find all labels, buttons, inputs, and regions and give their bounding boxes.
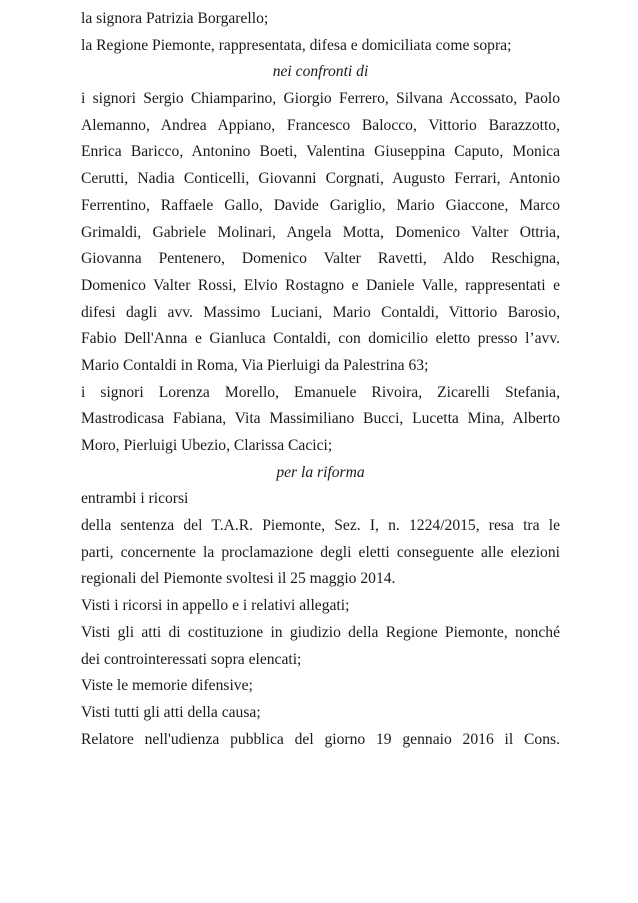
text-line: Moro, Pierluigi Ubezio, Clarissa Cacici; [81,437,333,454]
text-line: la signora Patrizia Borgarello; [81,10,269,27]
text-line: dei controinteressati sopra elencati; [81,650,302,668]
text-line: Domenico Valter Rossi, Elvio Rostagno e Daniele Valle, rappresentati e [81,276,560,294]
text-line: la Regione Piemonte, rappresentata, difesa e domiciliata come sopra; [81,36,512,54]
text-line: Fabio Dell'Anna e Gianluca Contaldi, con domicilio eletto presso l’avv. [81,330,560,348]
text-line: Mastrodicasa Fabiana, Vita Massimiliano Bucci, Lucetta Mina, Alberto [81,410,560,428]
text-line: Ferrentino, Raffaele Gallo, Davide Gariglio, Mario Giaccone, Marco [81,196,560,214]
text-line: i signori Sergio Chiamparino, Giorgio Ferrero, Silvana Accossato, Paolo [81,90,560,108]
text-line: Visti gli atti di costituzione in giudizio della Regione Piemonte, nonché [81,623,560,641]
text-line: Relatore nell'udienza pubblica del giorno 19 gennaio 2016 il Cons. [81,730,560,748]
text-line: i signori Lorenza Morello, Emanuele Rivoira, Zicarelli Stefania, [81,383,560,401]
text-line: Grimaldi, Gabriele Molinari, Angela Motta, Domenico Valter Ottria, [81,223,560,241]
text-line: Alemanno, Andrea Appiano, Francesco Balocco, Vittorio Barazzotto, [81,116,560,134]
text-line: Visti i ricorsi in appello e i relativi allegati; [81,597,350,615]
section-heading: nei confronti di [272,63,369,81]
text-line: Enrica Baricco, Antonino Boeti, Valentina Giuseppina Caputo, Monica [81,143,560,161]
document-page [81,6,560,753]
text-line: difesi dagli avv. Massimo Luciani, Mario Contaldi, Vittorio Barosio, [81,303,560,321]
text-line: Cerutti, Nadia Conticelli, Giovanni Corgnati, Augusto Ferrari, Antonio [81,170,560,188]
text-line: Giovanna Pentenero, Domenico Valter Ravetti, Aldo Reschigna, [81,250,560,268]
text-line: Visti tutti gli atti della causa; [81,703,261,721]
text-line: regionali del Piemonte svoltesi il 25 maggio 2014. [81,570,396,588]
section-heading: per la riforma [276,463,365,481]
text-line: entrambi i ricorsi [81,490,189,508]
text-line: Viste le memorie difensive; [81,677,253,695]
text-line: parti, concernente la proclamazione degli eletti conseguente alle elezioni [81,543,560,561]
text-line: Mario Contaldi in Roma, Via Pierluigi da Palestrina 63; [81,356,429,374]
text-line: della sentenza del T.A.R. Piemonte, Sez. I, n. 1224/2015, resa tra le [81,517,560,535]
